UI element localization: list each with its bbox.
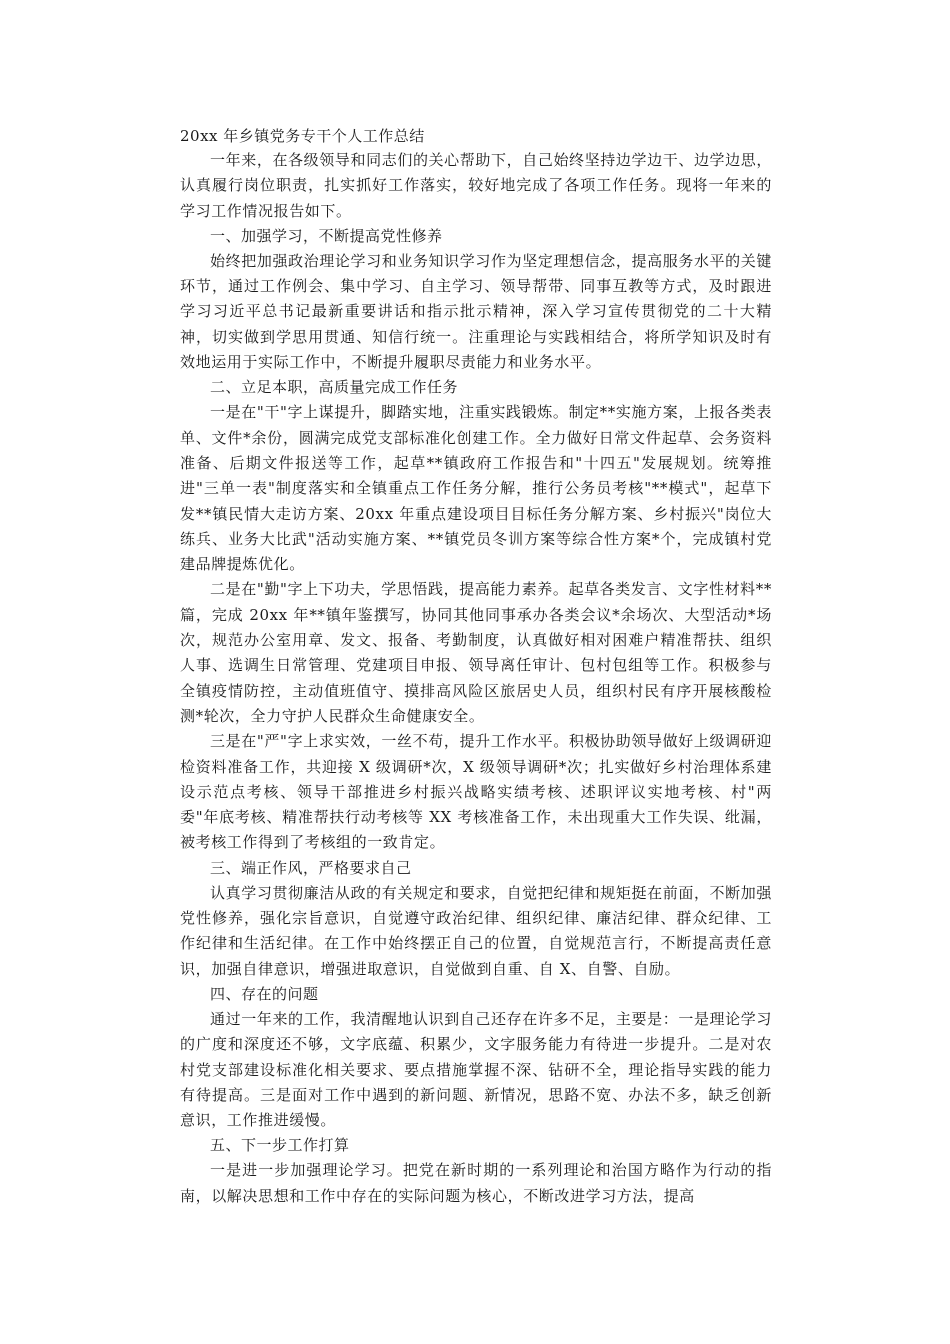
section-5-paragraph: 一是进一步加强理论学习。把党在新时期的一系列理论和治国方略作为行动的指南，以解决思想和工作中存在的实际问题为核心，不断改进学习方法，提高 bbox=[180, 1161, 772, 1205]
section-heading-1: 一、加强学习，不断提高党性修养 bbox=[210, 226, 443, 245]
intro-paragraph: 一年来，在各级领导和同志们的关心帮助下，自己始终坚持边学边干、边学边思，认真履行岗位职责，扎实抓好工作落实，较好地完成了各项工作任务。现将一年来的学习工作情况报告如下。 bbox=[180, 151, 772, 220]
section-heading-4: 四、存在的问题 bbox=[210, 984, 319, 1003]
section-2-paragraph-3: 三是在"严"字上求实效，一丝不苟，提升工作水平。积极协助领导做好上级调研迎检资料准备工作，共迎接 X 级调研*次，X 级领导调研*次；扎实做好乡村治理体系建设示范点考核、领导干部推进乡村振兴战略实绩考核、述职评议实地考核、村"两委"年底考核、精准帮扶行动考核等 XX 考核准备工作，未出现重大工作失误、纰漏，被考核工作得到了考核组的一致肯定。 bbox=[180, 732, 772, 852]
section-1-paragraph: 始终把加强政治理论学习和业务知识学习作为坚定理想信念，提高服务水平的关键环节，通过工作例会、集中学习、自主学习、领导帮带、同事互教等方式，及时跟进学习习近平总书记最新重要讲话和指示批示精神，深入学习宣传贯彻党的二十大精神，切实做到学思用贯通、知信行统一。注重理论与实践相结合，将所学知识及时有效地运用于实际工作中，不断提升履职尽责能力和业务水平。 bbox=[180, 251, 772, 372]
document-page bbox=[180, 124, 772, 1209]
section-2-paragraph-2: 二是在"勤"字上下功夫，学思悟践，提高能力素养。起草各类发言、文字性材料**篇，完成 20xx 年**镇年鉴撰写，协同其他同事承办各类会议*余场次、大型活动*场次，规范办公室用章、发文、报备、考勤制度，认真做好相对困难户精准帮扶、组织人事、选调生日常管理、党建项目申报、领导离任审计、包村包组等工作。积极参与全镇疫情防控，主动值班值守、摸排高风险区旅居史人员，组织村民有序开展核酸检测*轮次，全力守护人民群众生命健康安全。 bbox=[180, 580, 772, 725]
document-title: 20xx 年乡镇党务专干个人工作总结 bbox=[180, 127, 425, 145]
section-4-paragraph: 通过一年来的工作，我清醒地认识到自己还存在许多不足，主要是：一是理论学习的广度和深度还不够，文字底蕴、积累少，文字服务能力有待进一步提升。二是对农村党支部建设标准化相关要求、要点措施掌握不深、钻研不全，理论指导实践的能力有待提高。三是面对工作中遇到的新问题、新情况，思路不宽、办法不多，缺乏创新意识，工作推进缓慢。 bbox=[180, 1009, 772, 1130]
section-heading-2: 二、立足本职，高质量完成工作任务 bbox=[210, 378, 459, 397]
section-heading-5: 五、下一步工作打算 bbox=[210, 1136, 350, 1155]
section-heading-3: 三、端正作风，严格要求自己 bbox=[210, 858, 412, 877]
section-2-paragraph-1: 一是在"干"字上谋提升，脚踏实地，注重实践锻炼。制定**实施方案，上报各类表单、文件*余份，圆满完成党支部标准化创建工作。全力做好日常文件起草、会务资料准备、后期文件报送等工作，起草**镇政府工作报告和"十四五"发展规划。统筹推进"三单一表"制度落实和全镇重点工作任务分解，推行公务员考核"**模式"，起草下发**镇民情大走访方案、20xx 年重点建设项目目标任务分解方案、乡村振兴"岗位大练兵、业务大比武"活动实施方案、**镇党员冬训方案等综合性方案*个，完成镇村党建品牌提炼优化。 bbox=[180, 403, 772, 574]
section-3-paragraph: 认真学习贯彻廉洁从政的有关规定和要求，自觉把纪律和规矩挺在前面，不断加强党性修养，强化宗旨意识，自觉遵守政治纪律、组织纪律、廉洁纪律、群众纪律、工作纪律和生活纪律。在工作中始终摆正自己的位置，自觉规范言行，不断提高责任意识，加强自律意识，增强进取意识，自觉做到自重、自 X、自警、自励。 bbox=[180, 883, 772, 978]
